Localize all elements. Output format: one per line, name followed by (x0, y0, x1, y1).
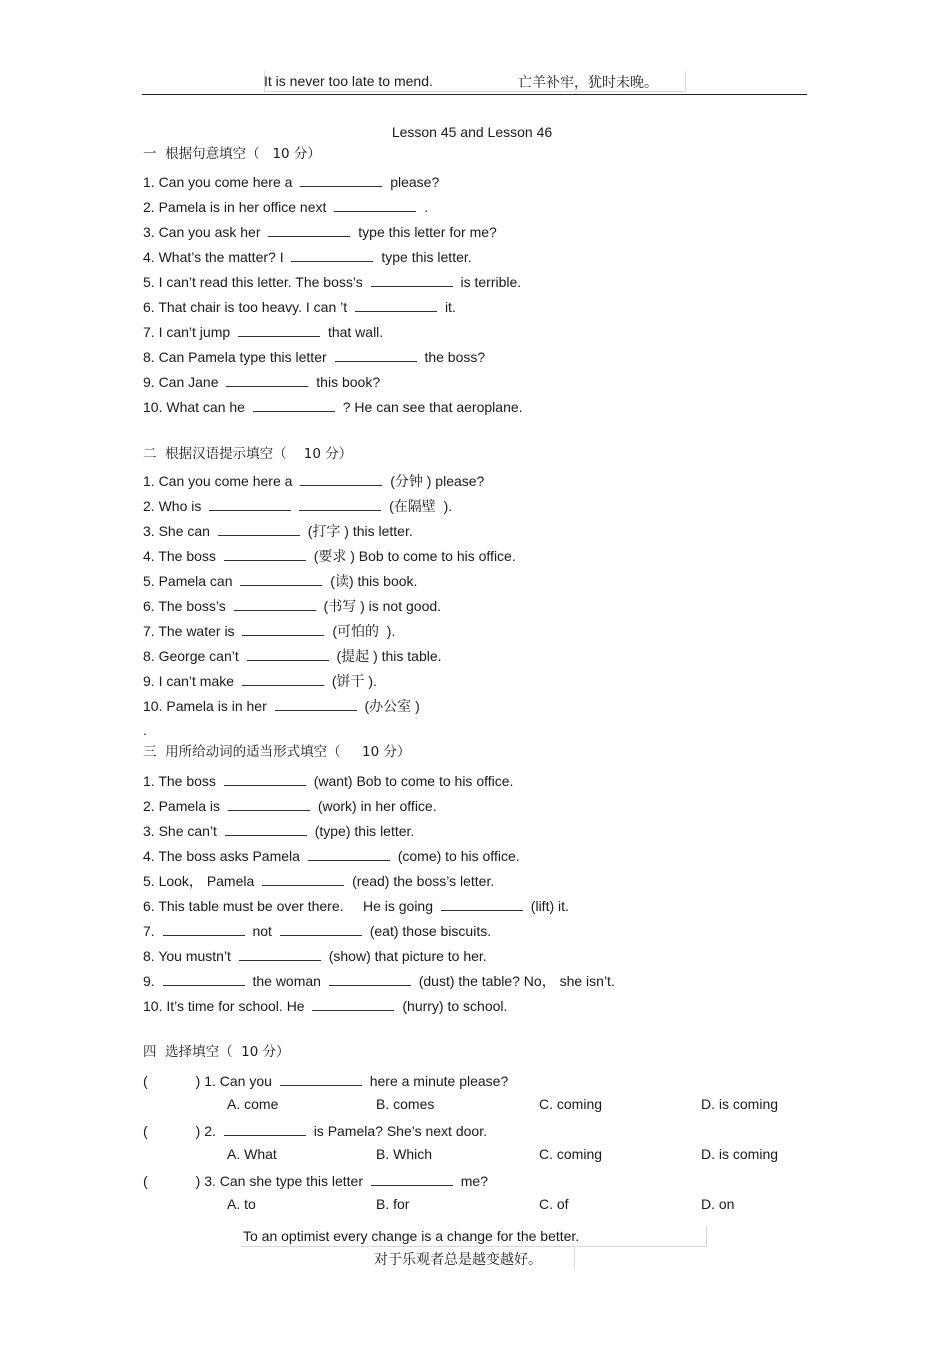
question-row (143, 921, 491, 940)
question-text-end: type this letter for me? (358, 224, 497, 240)
choice-option[interactable]: A. to (227, 1196, 256, 1212)
question-row (143, 272, 521, 291)
question-row (143, 521, 413, 540)
question-text-end: (lift) it. (530, 898, 569, 914)
stray-dot: . (143, 722, 147, 738)
answer-blank[interactable] (224, 771, 306, 786)
header-divider (142, 94, 807, 95)
question-row (143, 197, 428, 216)
question-text: 1. Can you come here a (143, 174, 293, 190)
question-text-end: (分钟 ) please? (390, 473, 485, 489)
question-text-end: it. (444, 299, 456, 315)
question-text: 6. The boss’s (143, 598, 226, 614)
question-text-middle: the woman (252, 973, 321, 989)
question-text: 1. The boss (143, 773, 216, 789)
answer-blank[interactable] (224, 1121, 306, 1136)
question-text: 3. She can (143, 523, 210, 539)
question-row (143, 571, 417, 590)
answer-blank[interactable] (441, 896, 523, 911)
answer-blank[interactable] (335, 347, 417, 362)
question-row (143, 621, 395, 640)
section-4-heading: 四 选择填空（ 10 分） (143, 1044, 290, 1060)
choice-question-end: is Pamela? She’s next door. (313, 1123, 487, 1139)
question-text-end: . (424, 199, 429, 215)
question-text: 10. Pamela is in her (143, 698, 267, 714)
question-text: 9. Can Jane (143, 374, 219, 390)
answer-blank[interactable] (225, 821, 307, 836)
question-row (143, 896, 569, 915)
question-text-end: type this letter. (381, 249, 472, 265)
choice-option[interactable]: B. for (376, 1196, 410, 1212)
question-text: 7. The water is (143, 623, 235, 639)
header-proverb-english: It is never too late to mend. (264, 73, 433, 89)
question-text: 5. I can’t read this letter. The boss’s (143, 274, 363, 290)
question-text: 8. George can’t (143, 648, 239, 664)
question-text-end: (come) to his office. (397, 848, 520, 864)
question-text: 2. Pamela is in her office next (143, 199, 327, 215)
question-text: 6. This table must be over there. He is going (143, 898, 434, 914)
answer-blank[interactable] (300, 172, 382, 187)
question-text-end: (hurry) to school. (402, 998, 508, 1014)
section-2-heading: 二 根据汉语提示填空（ 10 分） (143, 446, 353, 462)
choice-question-text: ) 3. Can she type this letter (195, 1173, 363, 1189)
question-row (143, 671, 377, 690)
question-row (143, 771, 513, 790)
question-text-end: (办公室 ) (364, 698, 420, 714)
question-text-end: (show) that picture to her. (328, 948, 487, 964)
question-row (143, 172, 439, 191)
question-text-end: (读) this book. (330, 573, 418, 589)
question-row (143, 372, 380, 391)
question-text: 4. The boss (143, 548, 216, 564)
question-row (143, 322, 383, 341)
answer-blank[interactable] (226, 372, 308, 387)
question-text-end: (要求 ) Bob to come to his office. (313, 548, 516, 564)
question-text-end: (打字 ) this letter. (307, 523, 413, 539)
section-3-heading: 三 用所给动词的适当形式填空（ 10 分） (143, 744, 411, 760)
header-proverb-chinese: 亡羊补牢，犹时未晚。 (518, 75, 658, 91)
question-row (143, 946, 487, 965)
question-text-end: ? He can see that aeroplane. (342, 399, 523, 415)
answer-blank[interactable] (280, 921, 362, 936)
choice-question-text: ) 1. Can you (195, 1073, 272, 1089)
answer-blank[interactable] (242, 671, 324, 686)
choice-option[interactable]: B. Which (376, 1146, 433, 1162)
answer-blank[interactable] (371, 272, 453, 287)
answer-blank[interactable] (234, 596, 316, 611)
choice-question-row (143, 1171, 488, 1190)
answer-blank[interactable] (308, 846, 390, 861)
answer-blank[interactable] (247, 646, 329, 661)
answer-blank[interactable] (224, 546, 306, 561)
question-text-middle: not (252, 923, 272, 939)
answer-blank[interactable] (163, 921, 245, 936)
question-text-end: (work) in her office. (317, 798, 437, 814)
question-text: 5. Look， Pamela (143, 873, 255, 889)
answer-blank[interactable] (275, 696, 357, 711)
question-row (143, 297, 456, 316)
choice-question-row (143, 1121, 487, 1140)
question-text-end: (want) Bob to come to his office. (313, 773, 514, 789)
answer-blank[interactable] (262, 871, 344, 886)
answer-blank[interactable] (218, 521, 300, 536)
question-text: 2. Pamela is (143, 798, 221, 814)
question-text: 10. What can he (143, 399, 245, 415)
question-text-end: (书写 ) is not good. (323, 598, 442, 614)
answer-blank[interactable] (240, 571, 322, 586)
answer-blank[interactable] (299, 496, 381, 511)
question-row (143, 347, 485, 366)
question-text-end: (read) the boss’s letter. (352, 873, 495, 889)
question-text-end: (可怕的 ). (332, 623, 396, 639)
footer-proverb-chinese: 对于乐观者总是越变越好。 (374, 1252, 542, 1268)
question-text: 3. Can you ask her (143, 224, 261, 240)
choice-question-row (143, 1071, 508, 1090)
answer-blank[interactable] (329, 971, 411, 986)
question-text-end: the boss? (424, 349, 486, 365)
question-text-end: (type) this letter. (314, 823, 415, 839)
answer-blank[interactable] (228, 796, 310, 811)
question-row (143, 646, 442, 665)
choice-question-end: me? (460, 1173, 488, 1189)
question-text-end: that wall. (327, 324, 384, 340)
answer-paren-open: ( (143, 1173, 148, 1189)
worksheet-title: Lesson 45 and Lesson 46 (391, 124, 553, 140)
question-row (143, 996, 507, 1015)
footer-proverb-english: To an optimist every change is a change for the better. (243, 1228, 580, 1244)
section-1-heading: 一 根据句意填空（ 10 分） (143, 146, 321, 162)
answer-blank[interactable] (253, 397, 335, 412)
answer-blank[interactable] (312, 996, 394, 1011)
question-text: 4. What’s the matter? I (143, 249, 284, 265)
choice-option[interactable]: C. of (539, 1196, 569, 1212)
question-text-end: please? (390, 174, 440, 190)
choice-option[interactable]: C. coming (539, 1096, 603, 1112)
answer-paren-open: ( (143, 1073, 148, 1089)
question-text: 5. Pamela can (143, 573, 233, 589)
choice-option[interactable]: A. What (227, 1146, 277, 1162)
question-row (143, 971, 615, 990)
question-text: 9. (143, 973, 155, 989)
question-text: 3. She can’t (143, 823, 217, 839)
choice-option[interactable]: B. comes (376, 1096, 435, 1112)
question-row (143, 596, 441, 615)
answer-blank[interactable] (268, 222, 350, 237)
answer-blank[interactable] (334, 197, 416, 212)
choice-option[interactable]: D. is coming (701, 1146, 779, 1162)
question-row (143, 821, 414, 840)
question-row (143, 471, 484, 490)
question-row (143, 846, 520, 865)
answer-blank[interactable] (371, 1171, 453, 1186)
question-text: 9. I can’t make (143, 673, 235, 689)
question-text-end: (eat) those biscuits. (369, 923, 492, 939)
answer-blank[interactable] (242, 621, 324, 636)
choice-option[interactable]: A. come (227, 1096, 279, 1112)
question-text: 7. I can’t jump (143, 324, 231, 340)
question-row (143, 222, 497, 241)
answer-blank[interactable] (300, 471, 382, 486)
choice-question-text: ) 2. (195, 1123, 216, 1139)
question-row (143, 247, 472, 266)
answer-blank[interactable] (280, 1071, 362, 1086)
question-text: 10. It’s time for school. He (143, 998, 305, 1014)
question-text: 7. (143, 923, 155, 939)
choice-option[interactable]: C. coming (539, 1146, 603, 1162)
answer-blank[interactable] (355, 297, 437, 312)
question-text-end: (dust) the table? No， she isn’t. (418, 973, 615, 989)
question-text: 4. The boss asks Pamela (143, 848, 300, 864)
question-text-end: this book? (316, 374, 381, 390)
question-row (143, 546, 516, 565)
question-text: 2. Who is (143, 498, 202, 514)
answer-blank[interactable] (209, 496, 291, 511)
question-text: 1. Can you come here a (143, 473, 293, 489)
question-text-end: (在隔壁 ). (389, 498, 453, 514)
answer-blank[interactable] (238, 322, 320, 337)
question-text-end: is terrible. (460, 274, 522, 290)
question-row (143, 696, 420, 715)
question-text-end: (饼干 ). (331, 673, 377, 689)
question-text: 8. Can Pamela type this letter (143, 349, 327, 365)
question-text-end: (提起 ) this table. (336, 648, 442, 664)
answer-blank[interactable] (163, 971, 245, 986)
question-text: 6. That chair is too heavy. I can ’t (143, 299, 348, 315)
question-row (143, 796, 437, 815)
answer-blank[interactable] (239, 946, 321, 961)
answer-blank[interactable] (291, 247, 373, 262)
answer-paren-open: ( (143, 1123, 148, 1139)
choice-question-end: here a minute please? (369, 1073, 509, 1089)
question-row (143, 871, 494, 890)
choice-option[interactable]: D. on (701, 1196, 735, 1212)
choice-option[interactable]: D. is coming (701, 1096, 779, 1112)
question-row (143, 496, 452, 515)
question-text: 8. You mustn’t (143, 948, 231, 964)
question-row (143, 397, 523, 416)
